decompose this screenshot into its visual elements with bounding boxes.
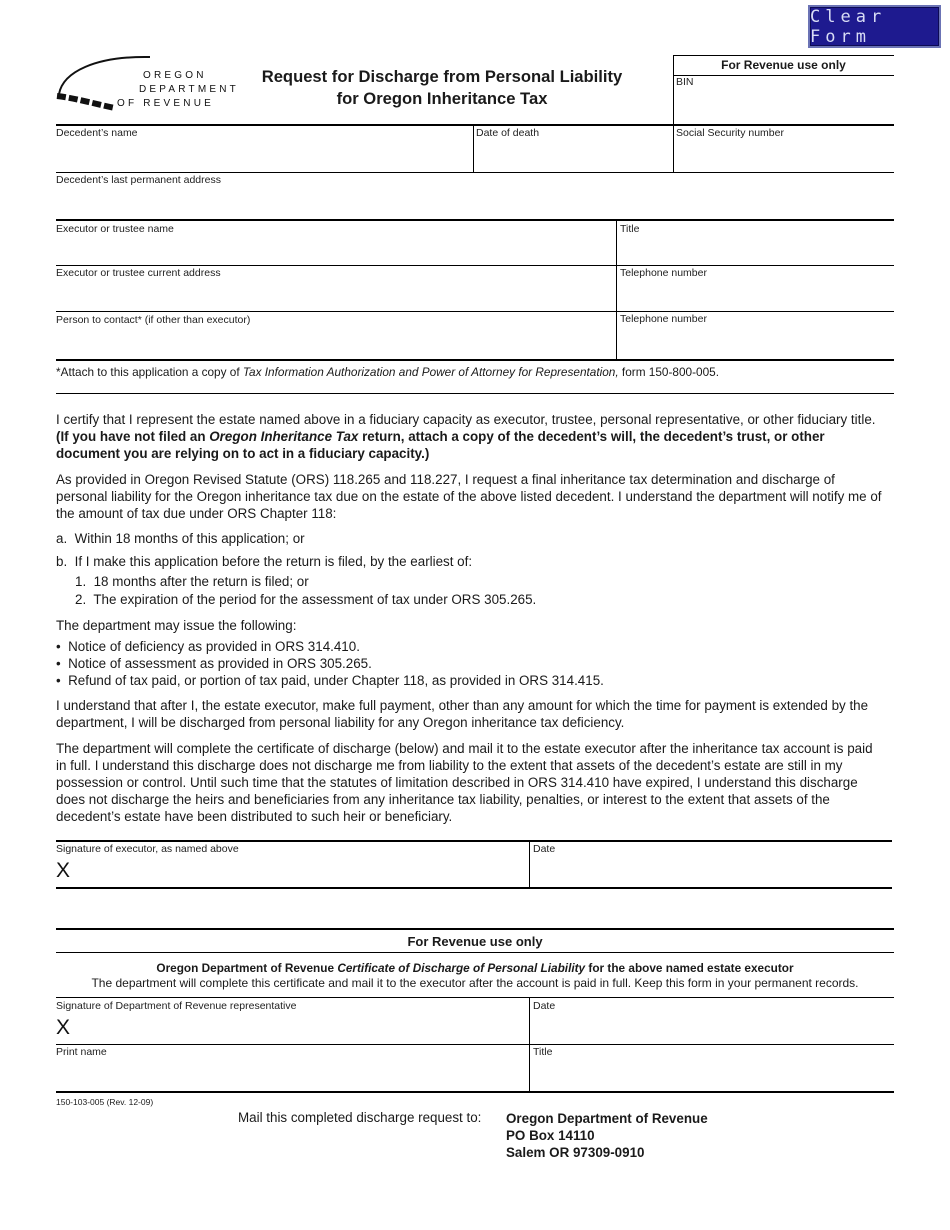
form-title-line2: for Oregon Inheritance Tax (336, 89, 548, 108)
certify-text: I certify that I represent the estate named above in a fiduciary capacity as executor, trustee, personal representative, or other fiduciary title. (56, 412, 876, 427)
rep-signature-label: Signature of Department of Revenue representative (56, 1000, 297, 1012)
rep-title-field[interactable] (533, 1060, 890, 1090)
decedent-name-label: Decedent’s name (56, 127, 138, 139)
rep-date-field[interactable] (533, 1013, 890, 1043)
date-of-death-field[interactable] (476, 140, 670, 170)
rep-signature-x: X (56, 1016, 71, 1039)
item-a: a. Within 18 months of this application; or (56, 531, 305, 546)
form-title-line1: Request for Discharge from Personal Liability (261, 67, 623, 86)
form-number: 150-103-005 (Rev. 12-09) (56, 1097, 154, 1107)
rep-title-label: Title (533, 1046, 553, 1058)
contact-person-field[interactable] (56, 327, 612, 357)
executor-name-label: Executor or trustee name (56, 223, 174, 235)
list-item: • Notice of assessment as provided in ORS 305.265. (56, 656, 372, 671)
attach-note-prefix: *Attach to this application a copy of (56, 365, 243, 379)
revenue-use-heading: For Revenue use only (407, 934, 543, 949)
address-line1: Oregon Department of Revenue (506, 1111, 708, 1126)
revenue-use-heading-top: For Revenue use only (721, 58, 846, 72)
issue-list (56, 638, 604, 689)
mailing-address (506, 1110, 708, 1161)
agency-line3: OF REVENUE (117, 98, 215, 109)
executor-name-field[interactable] (56, 236, 612, 264)
certificate-note: The department will complete this certificate and mail it to the executor after the account is paid in full. Keep this form in your permanent records. (91, 976, 859, 990)
address-line2: PO Box 14110 (506, 1128, 595, 1143)
executor-signature-x: X (56, 859, 71, 882)
last-address-label: Decedent’s last permanent address (56, 174, 221, 186)
executor-phone-field[interactable] (620, 280, 890, 310)
list-item: • Refund of tax paid, or portion of tax paid, under Chapter 118, as provided in ORS 314.415. (56, 673, 604, 688)
rep-date-label: Date (533, 1000, 556, 1012)
executor-title-label: Title (620, 223, 640, 235)
last-address-field[interactable] (56, 188, 890, 216)
item-b: b. If I make this application before the return is filed, by the earliest of: (56, 554, 473, 569)
agency-line1: OREGON (143, 70, 207, 81)
agency-line2: DEPARTMENT (139, 84, 239, 95)
signature-date-label: Date (533, 843, 556, 855)
clear-form-button[interactable]: Clear Form (808, 5, 941, 48)
rep-signature-field[interactable] (76, 1013, 524, 1043)
address-line3: Salem OR 97309-0910 (506, 1145, 645, 1160)
decedent-name-field[interactable] (56, 140, 470, 170)
may-issue-heading: The department may issue the following: (56, 618, 297, 633)
executor-title-field[interactable] (620, 236, 890, 264)
date-of-death-label: Date of death (476, 127, 540, 139)
executor-phone-label: Telephone number (620, 267, 707, 279)
attach-note-form-name: Tax Information Authorization and Power of Attorney for Representation, (242, 365, 619, 379)
contact-phone-field[interactable] (620, 327, 890, 357)
contact-phone-label: Telephone number (620, 313, 707, 325)
certify-paragraph (56, 411, 886, 462)
certificate-heading: Oregon Department of Revenue Certificate of Discharge of Personal Liability for the above named estate executor (156, 961, 794, 975)
executor-signature-label: Signature of executor, as named above (56, 843, 239, 855)
ssn-field[interactable] (676, 140, 890, 170)
executor-address-field[interactable] (56, 280, 612, 310)
bin-field[interactable] (676, 88, 890, 122)
list-item: • Notice of deficiency as provided in ORS 314.410. (56, 639, 360, 654)
print-name-label: Print name (56, 1046, 107, 1058)
ssn-label: Social Security number (676, 127, 784, 139)
attach-note-suffix: form 150-800-005. (618, 365, 719, 379)
executor-signature-field[interactable] (76, 856, 524, 886)
certificate-paragraph: The department will complete the certificate of discharge (below) and mail it to the estate executor after the inheritance tax account is paid in full. I understand this discharge does not discharge me from liability to the extent that assets of the decedent’s estate are still in my possession or control. Until such time that the statutes of limitation described in ORS 314.410 have expired, I understand this discharge does not discharge the heirs and beneficiaries from any inheritance tax liability, penalties, or interest to the extent that assets of the decedent’s estate have been distributed to such heir or beneficiary. (56, 741, 873, 824)
full-payment-paragraph: I understand that after I, the estate executor, make full payment, other than any amount for which the time for payment is extended by the department, I will be discharged from personal liability for any Oregon inheritance tax deficiency. (56, 698, 869, 730)
mail-instruction: Mail this completed discharge request to: (238, 1110, 482, 1125)
certify-bold-text-2: return, attach a copy of the decedent’s will, the decedent’s trust, or other document you are relying on to act in a fiduciary capacity.) (56, 429, 825, 461)
signature-date-field[interactable] (533, 856, 890, 886)
certify-bold-text-1: (If you have not filed an (56, 429, 210, 444)
executor-address-label: Executor or trustee current address (56, 267, 221, 279)
print-name-field[interactable] (56, 1060, 524, 1090)
ors-paragraph: As provided in Oregon Revised Statute (ORS) 118.265 and 118.227, I request a final inheritance tax determination and discharge of personal liability for the Oregon inheritance tax due on the estate of the above listed decedent. I understand the department will notify me of the amount of tax due under ORS Chapter 118: (56, 472, 882, 521)
oregon-dor-logo (55, 54, 239, 114)
bin-label: BIN (676, 76, 694, 88)
certify-bold-italic-text: Oregon Inheritance Tax (209, 429, 359, 444)
contact-person-label: Person to contact* (if other than executor) (56, 314, 251, 326)
form-title (222, 66, 662, 110)
item-b2: 2. The expiration of the period for the assessment of tax under ORS 305.265. (75, 592, 537, 607)
item-b1: 1. 18 months after the return is filed; or (75, 574, 309, 589)
attach-note (56, 365, 719, 379)
